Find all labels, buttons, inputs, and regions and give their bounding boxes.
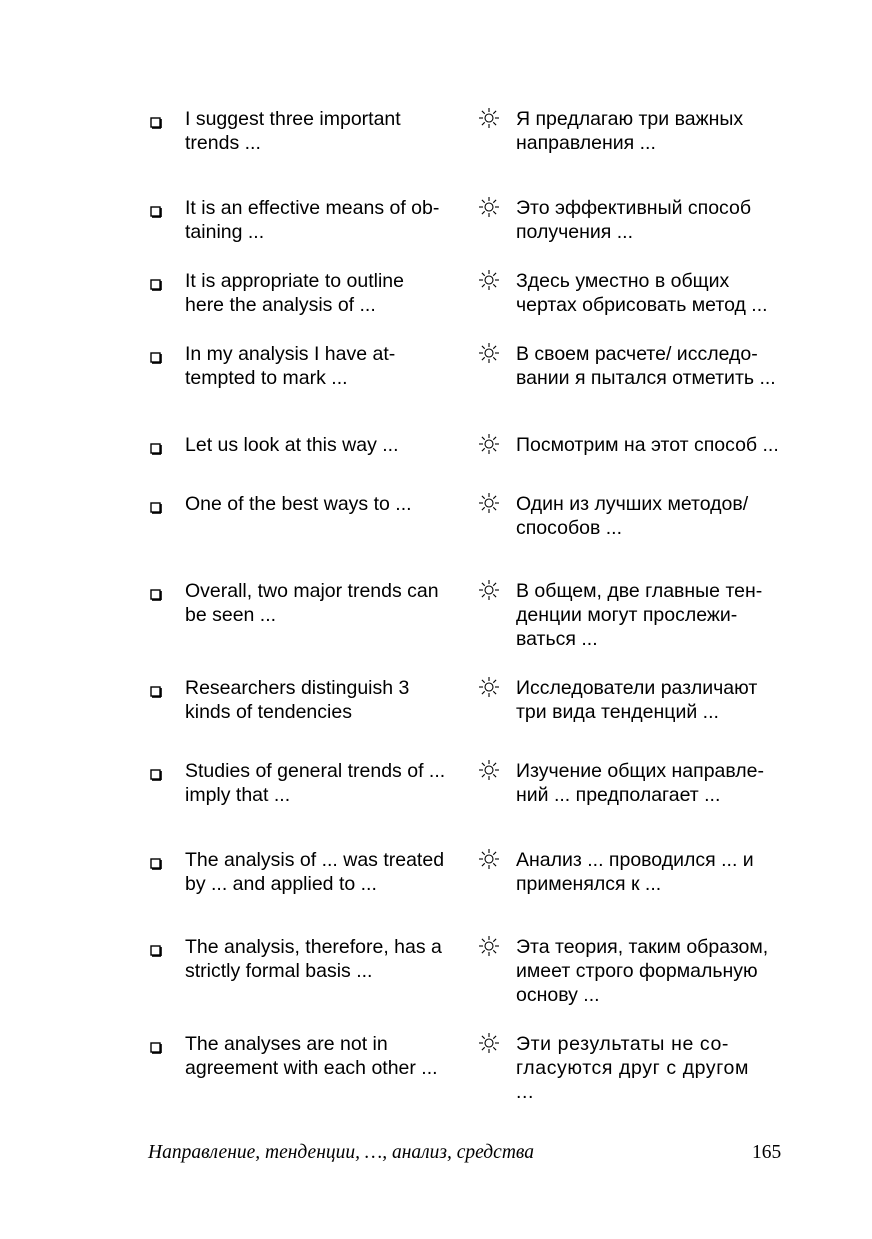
square-bullet-icon (149, 271, 165, 293)
page-footer (0, 1142, 872, 1170)
english-phrase: One of the best ways to ... (185, 493, 412, 515)
sun-icon (478, 107, 500, 129)
russian-translation: Здесь уместно в общих чертах обрисовать метод ... (516, 270, 768, 316)
square-bullet-icon (149, 1034, 165, 1056)
square-bullet-icon (149, 761, 165, 783)
square-bullet-icon (149, 494, 165, 516)
square-bullet-icon (149, 678, 165, 700)
english-phrase: The analysis, therefore, has a strictly formal basis ... (185, 936, 442, 982)
russian-translation: Эти результаты не со- гласуются друг с другом ... (516, 1033, 749, 1103)
square-bullet-icon (149, 435, 165, 457)
square-bullet-icon (149, 344, 165, 366)
sun-icon (478, 935, 500, 957)
sun-icon (478, 1032, 500, 1054)
square-bullet-icon (149, 850, 165, 872)
square-bullet-icon (149, 581, 165, 603)
page-number: 165 (752, 1142, 782, 1163)
russian-translation: Это эффективный способ получения ... (516, 197, 752, 243)
russian-translation: В своем расчете/ исследо- вании я пытался отметить ... (516, 343, 776, 389)
english-phrase: Overall, two major trends can be seen ... (185, 580, 439, 626)
russian-translation: В общем, две главные тен- денции могут прослежи- ваться ... (516, 580, 763, 650)
sun-icon (478, 196, 500, 218)
sun-icon (478, 269, 500, 291)
russian-translation: Исследователи различают три вида тенденций ... (516, 677, 758, 723)
russian-translation: Один из лучших методов/ способов ... (516, 493, 749, 539)
russian-translation: Я предлагаю три важных направления ... (516, 108, 744, 154)
square-bullet-icon (149, 198, 165, 220)
square-bullet-icon (149, 109, 165, 131)
english-phrase: It is appropriate to outline here the analysis of ... (185, 270, 404, 316)
russian-translation: Анализ ... проводился ... и применялся к ... (516, 849, 754, 895)
english-phrase: I suggest three important trends ... (185, 108, 401, 154)
sun-icon (478, 848, 500, 870)
sun-icon (478, 342, 500, 364)
russian-translation: Изучение общих направле- ний ... предполагает ... (516, 760, 765, 806)
russian-translation: Эта теория, таким образом, имеет строго формальную основу ... (516, 936, 769, 1006)
english-phrase: The analysis of ... was treated by ... and applied to ... (185, 849, 445, 895)
square-bullet-icon (149, 937, 165, 959)
sun-icon (478, 676, 500, 698)
english-phrase: In my analysis I have at- tempted to mark ... (185, 343, 396, 389)
sun-icon (478, 433, 500, 455)
running-footer-title: Направление, тенденции, …, анализ, средства (148, 1142, 534, 1163)
english-phrase: Let us look at this way ... (185, 434, 399, 456)
english-phrase: Researchers distinguish 3 kinds of tendencies (185, 677, 410, 723)
english-phrase: It is an effective means of ob- taining ... (185, 197, 440, 243)
sun-icon (478, 579, 500, 601)
sun-icon (478, 492, 500, 514)
sun-icon (478, 759, 500, 781)
russian-translation: Посмотрим на этот способ ... (516, 434, 779, 456)
english-phrase: The analyses are not in agreement with each other ... (185, 1033, 438, 1079)
english-phrase: Studies of general trends of ... imply that ... (185, 760, 446, 806)
